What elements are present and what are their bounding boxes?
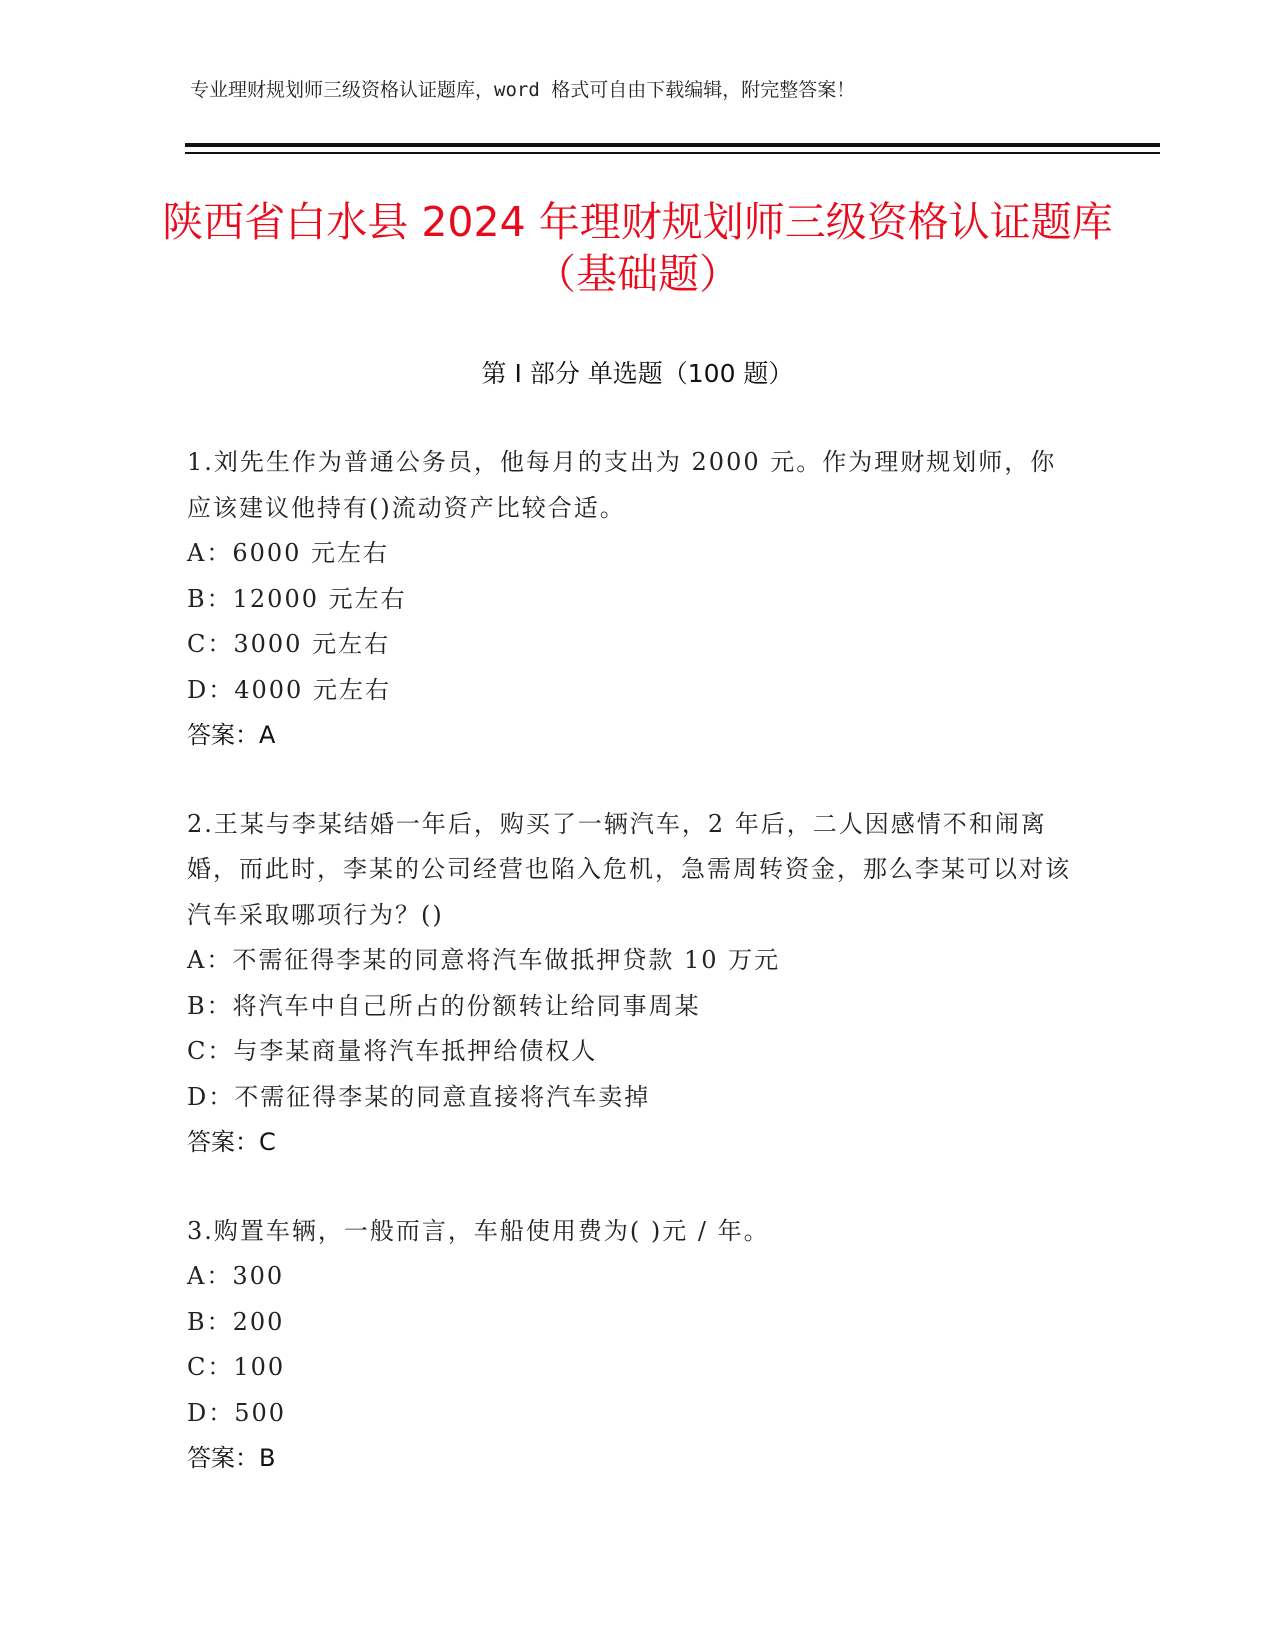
question-list xyxy=(187,440,1087,1525)
question-stem: 1.刘先生作为普通公务员，他每月的支出为 2000 元。作为理财规划师，你应该建议他持有()流动资产比较合适。 xyxy=(187,448,1057,522)
option-d: D：不需征得李某的同意直接将汽车卖掉 xyxy=(187,1082,651,1111)
option-c: C：与李某商量将汽车抵押给债权人 xyxy=(187,1037,598,1065)
option-c: C：100 xyxy=(187,1353,286,1381)
option-d: D：500 xyxy=(187,1398,287,1427)
section-heading: 第 I 部分 单选题（100 题） xyxy=(481,359,794,388)
question-3 xyxy=(187,1209,1087,1482)
question-stem: 2.王某与李某结婚一年后，购买了一辆汽车，2 年后，二人因感情不和闹离婚，而此时，李某的公司经营也陷入危机，急需周转资金，那么李某可以对该汽车采取哪项行为？() xyxy=(187,809,1071,929)
option-a: A：不需征得李某的同意将汽车做抵押贷款 10 万元 xyxy=(187,946,781,974)
answer-line: 答案：B xyxy=(187,1444,276,1472)
answer-line: 答案：A xyxy=(187,721,276,749)
option-b: B：200 xyxy=(187,1307,285,1336)
header-rule-thick xyxy=(185,143,1160,147)
answer-line: 答案：C xyxy=(187,1128,276,1156)
option-b: B：12000 元左右 xyxy=(187,584,407,613)
question-1 xyxy=(187,440,1087,759)
header-rule-thin xyxy=(185,152,1160,154)
question-2 xyxy=(187,802,1087,1166)
document-title: 陕西省白水县 2024 年理财规划师三级资格认证题库（基础题） xyxy=(162,198,1113,298)
question-stem: 3.购置车辆，一般而言，车船使用费为( )元 / 年。 xyxy=(187,1216,770,1245)
option-c: C：3000 元左右 xyxy=(187,630,391,658)
header-note: 专业理财规划师三级资格认证题库，word 格式可自由下载编辑，附完整答案！ xyxy=(190,79,856,101)
option-b: B：将汽车中自己所占的份额转让给同事周某 xyxy=(187,991,701,1020)
option-a: A：300 xyxy=(187,1262,285,1290)
option-a: A：6000 元左右 xyxy=(187,539,390,567)
option-d: D：4000 元左右 xyxy=(187,675,391,704)
